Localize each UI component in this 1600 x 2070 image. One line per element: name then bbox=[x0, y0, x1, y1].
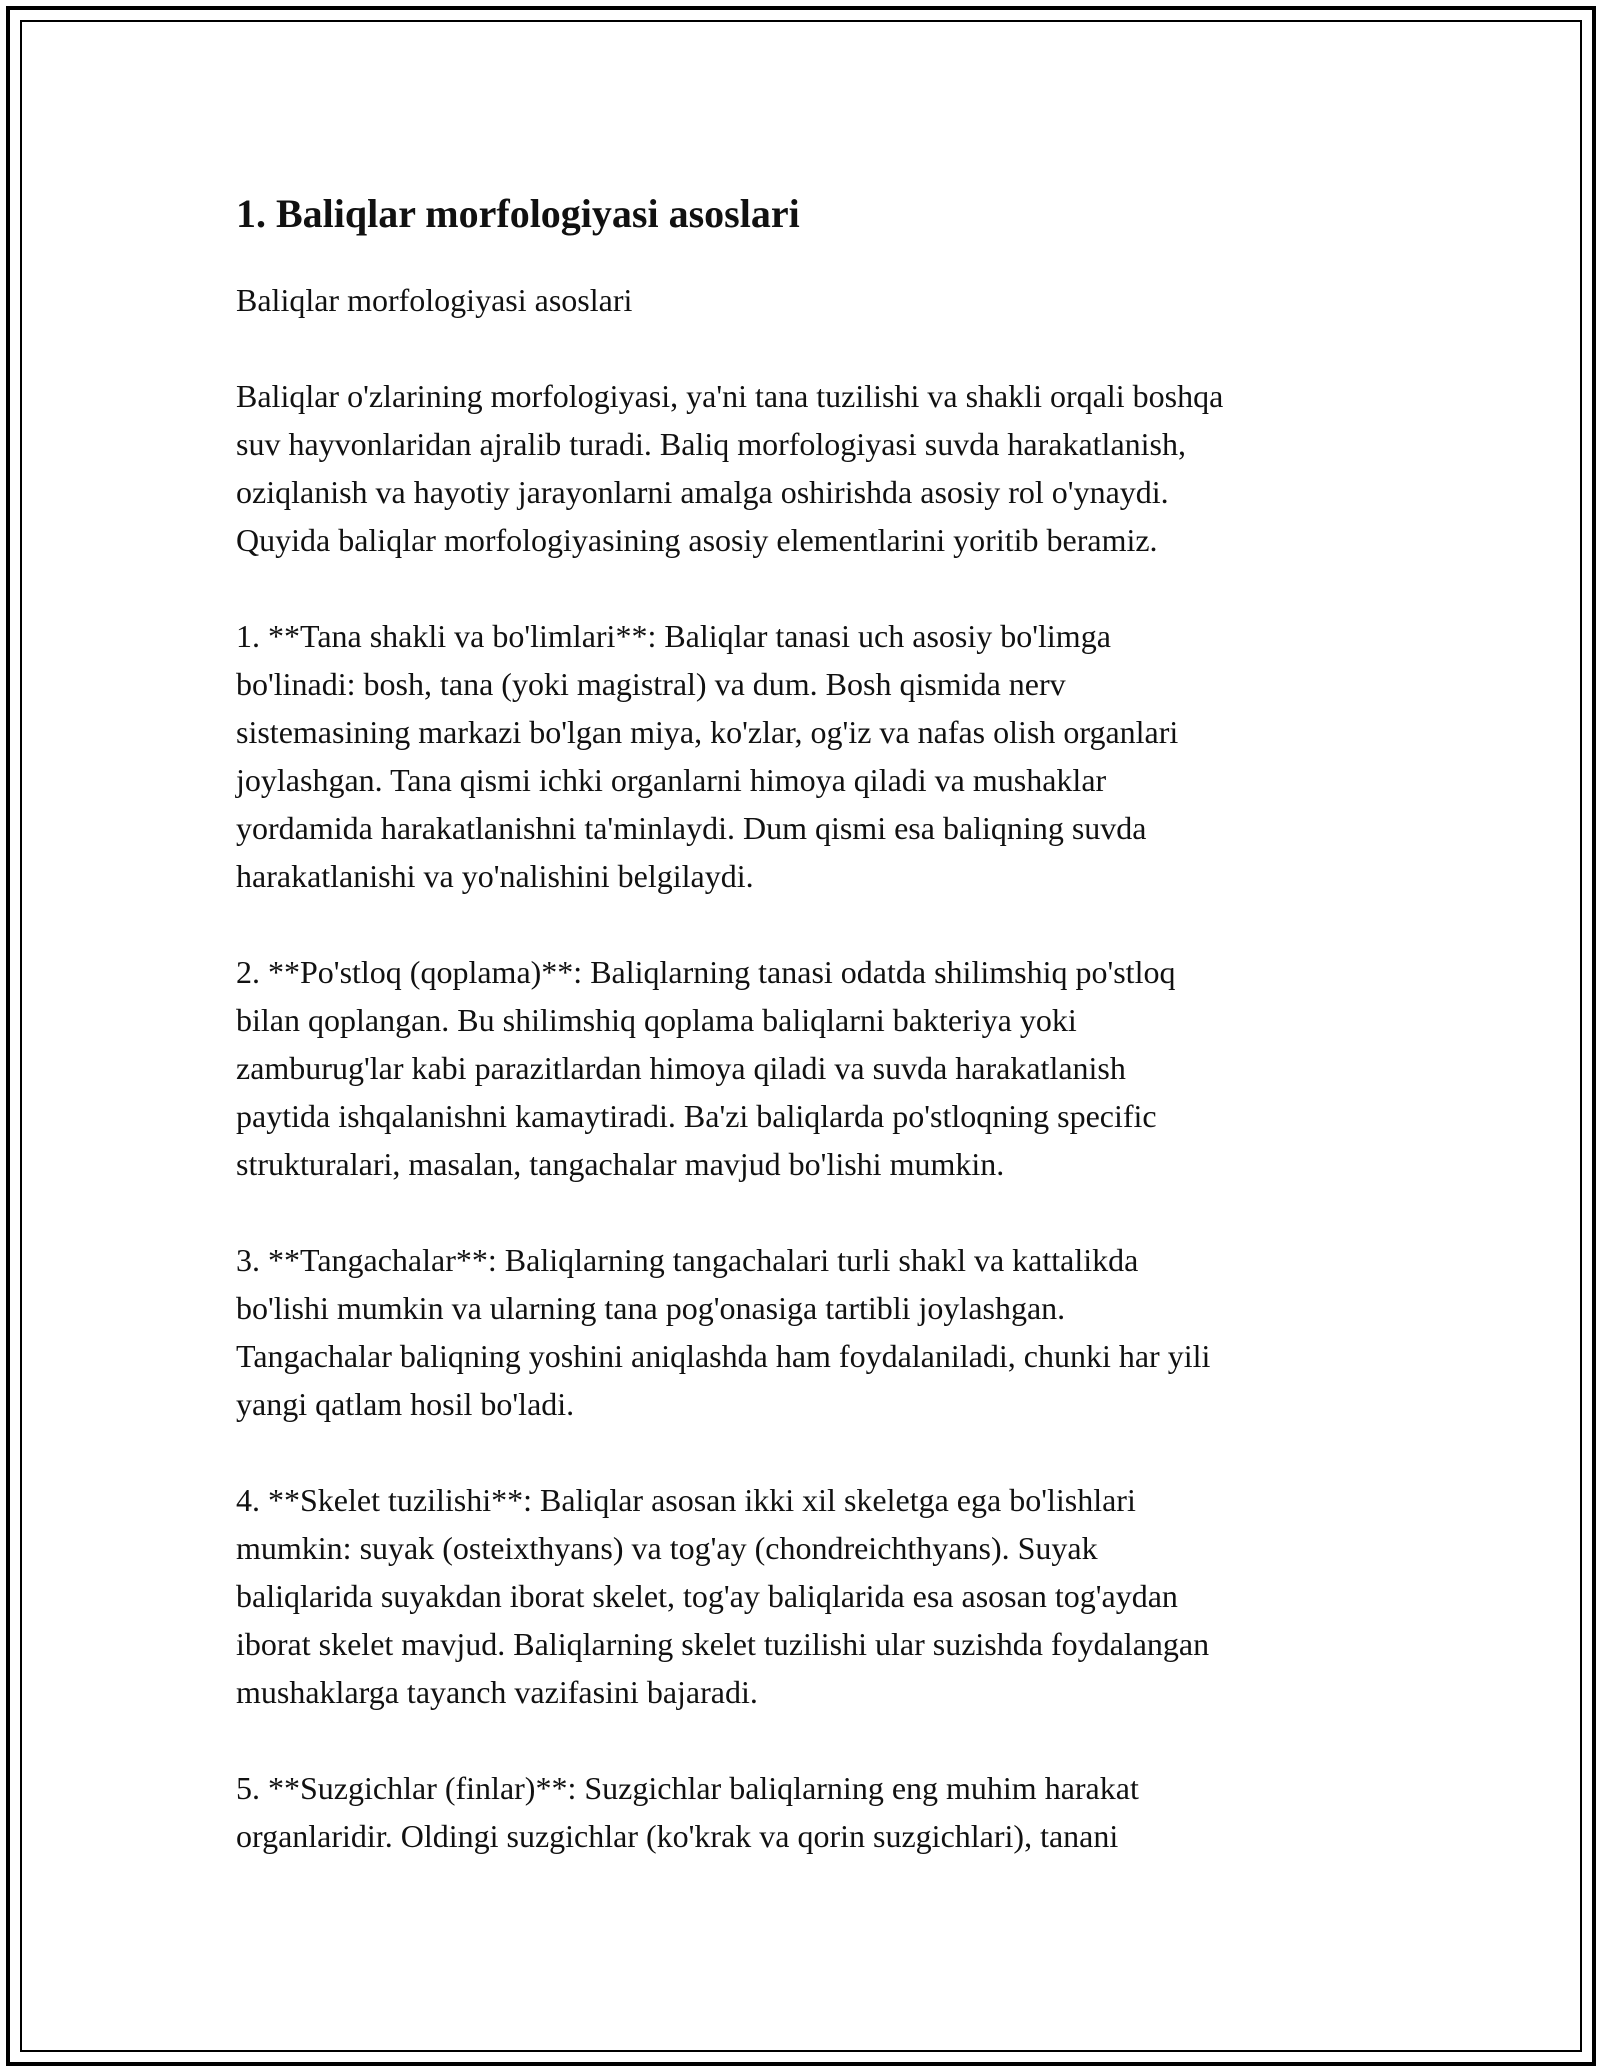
text-line: 2. **Po'stloq (qoplama)**: Baliqlarning tanasi odatda shilimshiq po'stloq bbox=[236, 954, 1176, 990]
text-line: bilan qoplangan. Bu shilimshiq qoplama baliqlarni bakteriya yoki bbox=[236, 1002, 1077, 1038]
text-line: 1. **Tana shakli va bo'limlari**: Baliqlar tanasi uch asosiy bo'limga bbox=[236, 618, 1111, 654]
paragraph-body-shape bbox=[236, 612, 1386, 900]
paragraph-fins bbox=[236, 1764, 1386, 1860]
document-title: 1. Baliqlar morfologiyasi asoslari bbox=[236, 191, 800, 236]
text-line: paytida ishqalanishni kamaytiradi. Ba'zi baliqlarda po'stloqning specific bbox=[236, 1098, 1157, 1134]
text-line: oziqlanish va hayotiy jarayonlarni amalga oshirishda asosiy rol o'ynaydi. bbox=[236, 474, 1169, 510]
text-line: Quyida baliqlar morfologiyasining asosiy elementlarini yoritib beramiz. bbox=[236, 522, 1158, 558]
text-line: Baliqlar o'zlarining morfologiyasi, ya'ni tana tuzilishi va shakli orqali boshqa bbox=[236, 378, 1224, 414]
text-line: baliqlarida suyakdan iborat skelet, tog'ay baliqlarida esa asosan tog'aydan bbox=[236, 1578, 1178, 1614]
document-body bbox=[236, 186, 1386, 1908]
text-line: zamburug'lar kabi parazitlardan himoya qiladi va suvda harakatlanish bbox=[236, 1050, 1126, 1086]
text-line: mumkin: suyak (osteixthyans) va tog'ay (chondreichthyans). Suyak bbox=[236, 1530, 1098, 1566]
text-line: yangi qatlam hosil bo'ladi. bbox=[236, 1386, 575, 1422]
text-line: 5. **Suzgichlar (finlar)**: Suzgichlar baliqlarning eng muhim harakat bbox=[236, 1770, 1139, 1806]
text-line: strukturalari, masalan, tangachalar mavjud bo'lishi mumkin. bbox=[236, 1146, 1005, 1182]
text-line: mushaklarga tayanch vazifasini bajaradi. bbox=[236, 1674, 758, 1710]
paragraph-skeleton bbox=[236, 1476, 1386, 1716]
text-line: harakatlanishi va yo'nalishini belgilaydi. bbox=[236, 858, 754, 894]
text-line: Tangachalar baliqning yoshini aniqlashda ham foydalaniladi, chunki har yili bbox=[236, 1338, 1211, 1374]
text-line: 3. **Tangachalar**: Baliqlarning tangachalari turli shakl va kattalikda bbox=[236, 1242, 1139, 1278]
text-line: yordamida harakatlanishni ta'minlaydi. Dum qismi esa baliqning suvda bbox=[236, 810, 1147, 846]
text-line: sistemasining markazi bo'lgan miya, ko'zlar, og'iz va nafas olish organlari bbox=[236, 714, 1179, 750]
text-line: bo'lishi mumkin va ularning tana pog'onasiga tartibli joylashgan. bbox=[236, 1290, 1066, 1326]
paragraph-subtitle bbox=[236, 276, 1386, 324]
text-line: Baliqlar morfologiyasi asoslari bbox=[236, 282, 633, 318]
text-line: suv hayvonlaridan ajralib turadi. Baliq morfologiyasi suvda harakatlanish, bbox=[236, 426, 1186, 462]
text-line: organlaridir. Oldingi suzgichlar (ko'krak va qorin suzgichlari), tanani bbox=[236, 1818, 1119, 1854]
text-line: bo'linadi: bosh, tana (yoki magistral) va dum. Bosh qismida nerv bbox=[236, 666, 1066, 702]
text-line: joylashgan. Tana qismi ichki organlarni himoya qiladi va mushaklar bbox=[236, 762, 1107, 798]
paragraph-scales bbox=[236, 1236, 1386, 1428]
paragraph-intro bbox=[236, 372, 1386, 564]
text-line: 4. **Skelet tuzilishi**: Baliqlar asosan ikki xil skeletga ega bo'lishlari bbox=[236, 1482, 1136, 1518]
text-line: iborat skelet mavjud. Baliqlarning skelet tuzilishi ular suzishda foydalangan bbox=[236, 1626, 1210, 1662]
paragraph-skin bbox=[236, 948, 1386, 1188]
